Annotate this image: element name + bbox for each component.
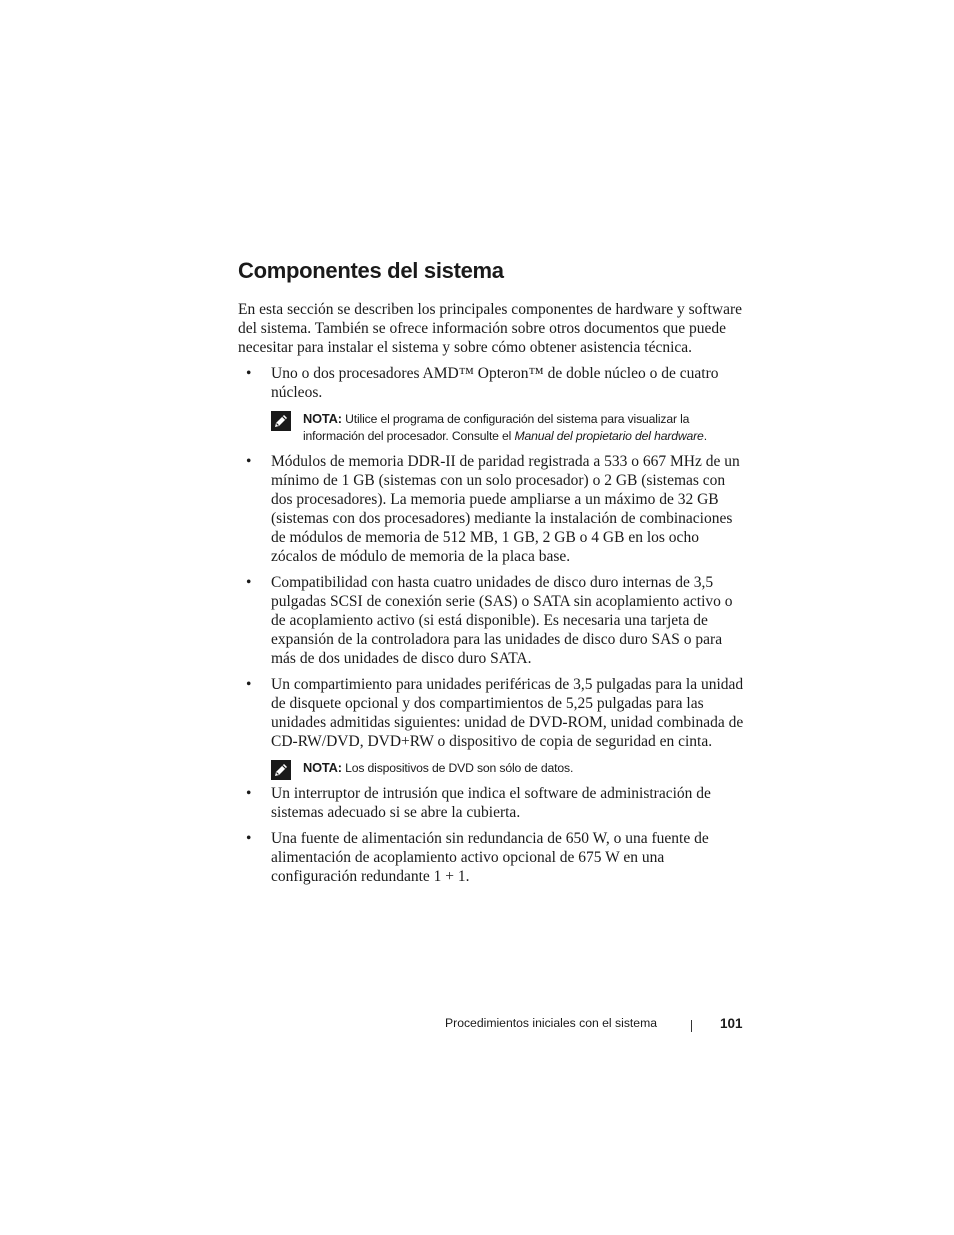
note-label: NOTA: [303,760,342,775]
list-item-text: Módulos de memoria DDR-II de paridad registrada a 533 o 667 MHz de un mínimo de 1 GB (sistemas con un solo procesador) o 2 GB (sistemas con dos procesadores). La memoria puede ampliarse a un máximo de 32 GB (sistemas con dos procesadores) mediante la instalación de combinaciones de módulos de memoria de 512 MB, 1 GB, 2 GB o 4 GB en los ocho zócalos de módulo de memoria de la placa base. [271,453,740,565]
note-text: Los dispositivos de DVD son sólo de datos. [345,761,574,775]
list-item-text: Un interruptor de intrusión que indica el software de administración de sistemas adecuado si se abre la cubierta. [271,785,711,821]
list-item-text: Un compartimiento para unidades periféricas de 3,5 pulgadas para la unidad de disquete opcional y dos compartimientos de 5,25 pulgadas para las unidades admitidas siguientes: unidad de DVD-ROM, unidad combinada de CD-RW/DVD, DVD+RW o dispositivo de copia de seguridad en cinta. [271,676,744,750]
list-item-text: Una fuente de alimentación sin redundancia de 650 W, o una fuente de alimentación de acoplamiento activo opcional de 675 W en una configuración redundante 1 + 1. [271,830,709,885]
note-manual-title: Manual del propietario del hardware [514,429,704,443]
list-item-text: Compatibilidad con hasta cuatro unidades de disco duro internas de 3,5 pulgadas SCSI de conexión serie (SAS) o SATA sin acoplamiento activo o de acoplamiento activo (si está disponible). Es necesaria una tarjeta de expansión de la controladora para las unidades de disco duro SAS o para más de dos unidades de disco duro SATA. [271,574,733,667]
note-period: . [703,429,707,443]
bullet-dot: • [246,785,252,802]
bullet-dot: • [246,365,252,382]
list-item [238,829,748,886]
list-item [238,452,748,566]
list-item [238,784,748,822]
list-item [238,364,748,445]
bullet-dot: • [246,830,252,847]
footer-separator [691,1020,692,1032]
list-item [238,675,748,777]
bullet-dot: • [246,676,252,693]
list-item [238,573,748,668]
section-title: Componentes del sistema [238,258,504,283]
note-text: Utilice el programa de configuración del sistema para visualizar la información del procesador. Consulte el [303,412,690,443]
page-footer [445,1016,745,1036]
note-label: NOTA: [303,411,342,426]
note-dvd [271,759,748,777]
pencil-note-icon [271,760,291,780]
footer-chapter-title: Procedimientos iniciales con el sistema [445,1016,658,1030]
note-processor [271,410,748,445]
pencil-note-icon [271,411,291,431]
page-content [238,256,748,893]
list-item-text: Uno o dos procesadores AMD™ Opteron™ de doble núcleo o de cuatro núcleos. [271,365,719,401]
section-intro: En esta sección se describen los principales componentes de hardware y software del sistema. También se ofrece información sobre otros documentos que puede necesitar para instalar el sistema y sobre cómo obtener asistencia técnica. [238,301,742,356]
component-list [238,364,748,886]
bullet-dot: • [246,574,252,591]
page-number: 101 [720,1016,743,1031]
bullet-dot: • [246,453,252,470]
